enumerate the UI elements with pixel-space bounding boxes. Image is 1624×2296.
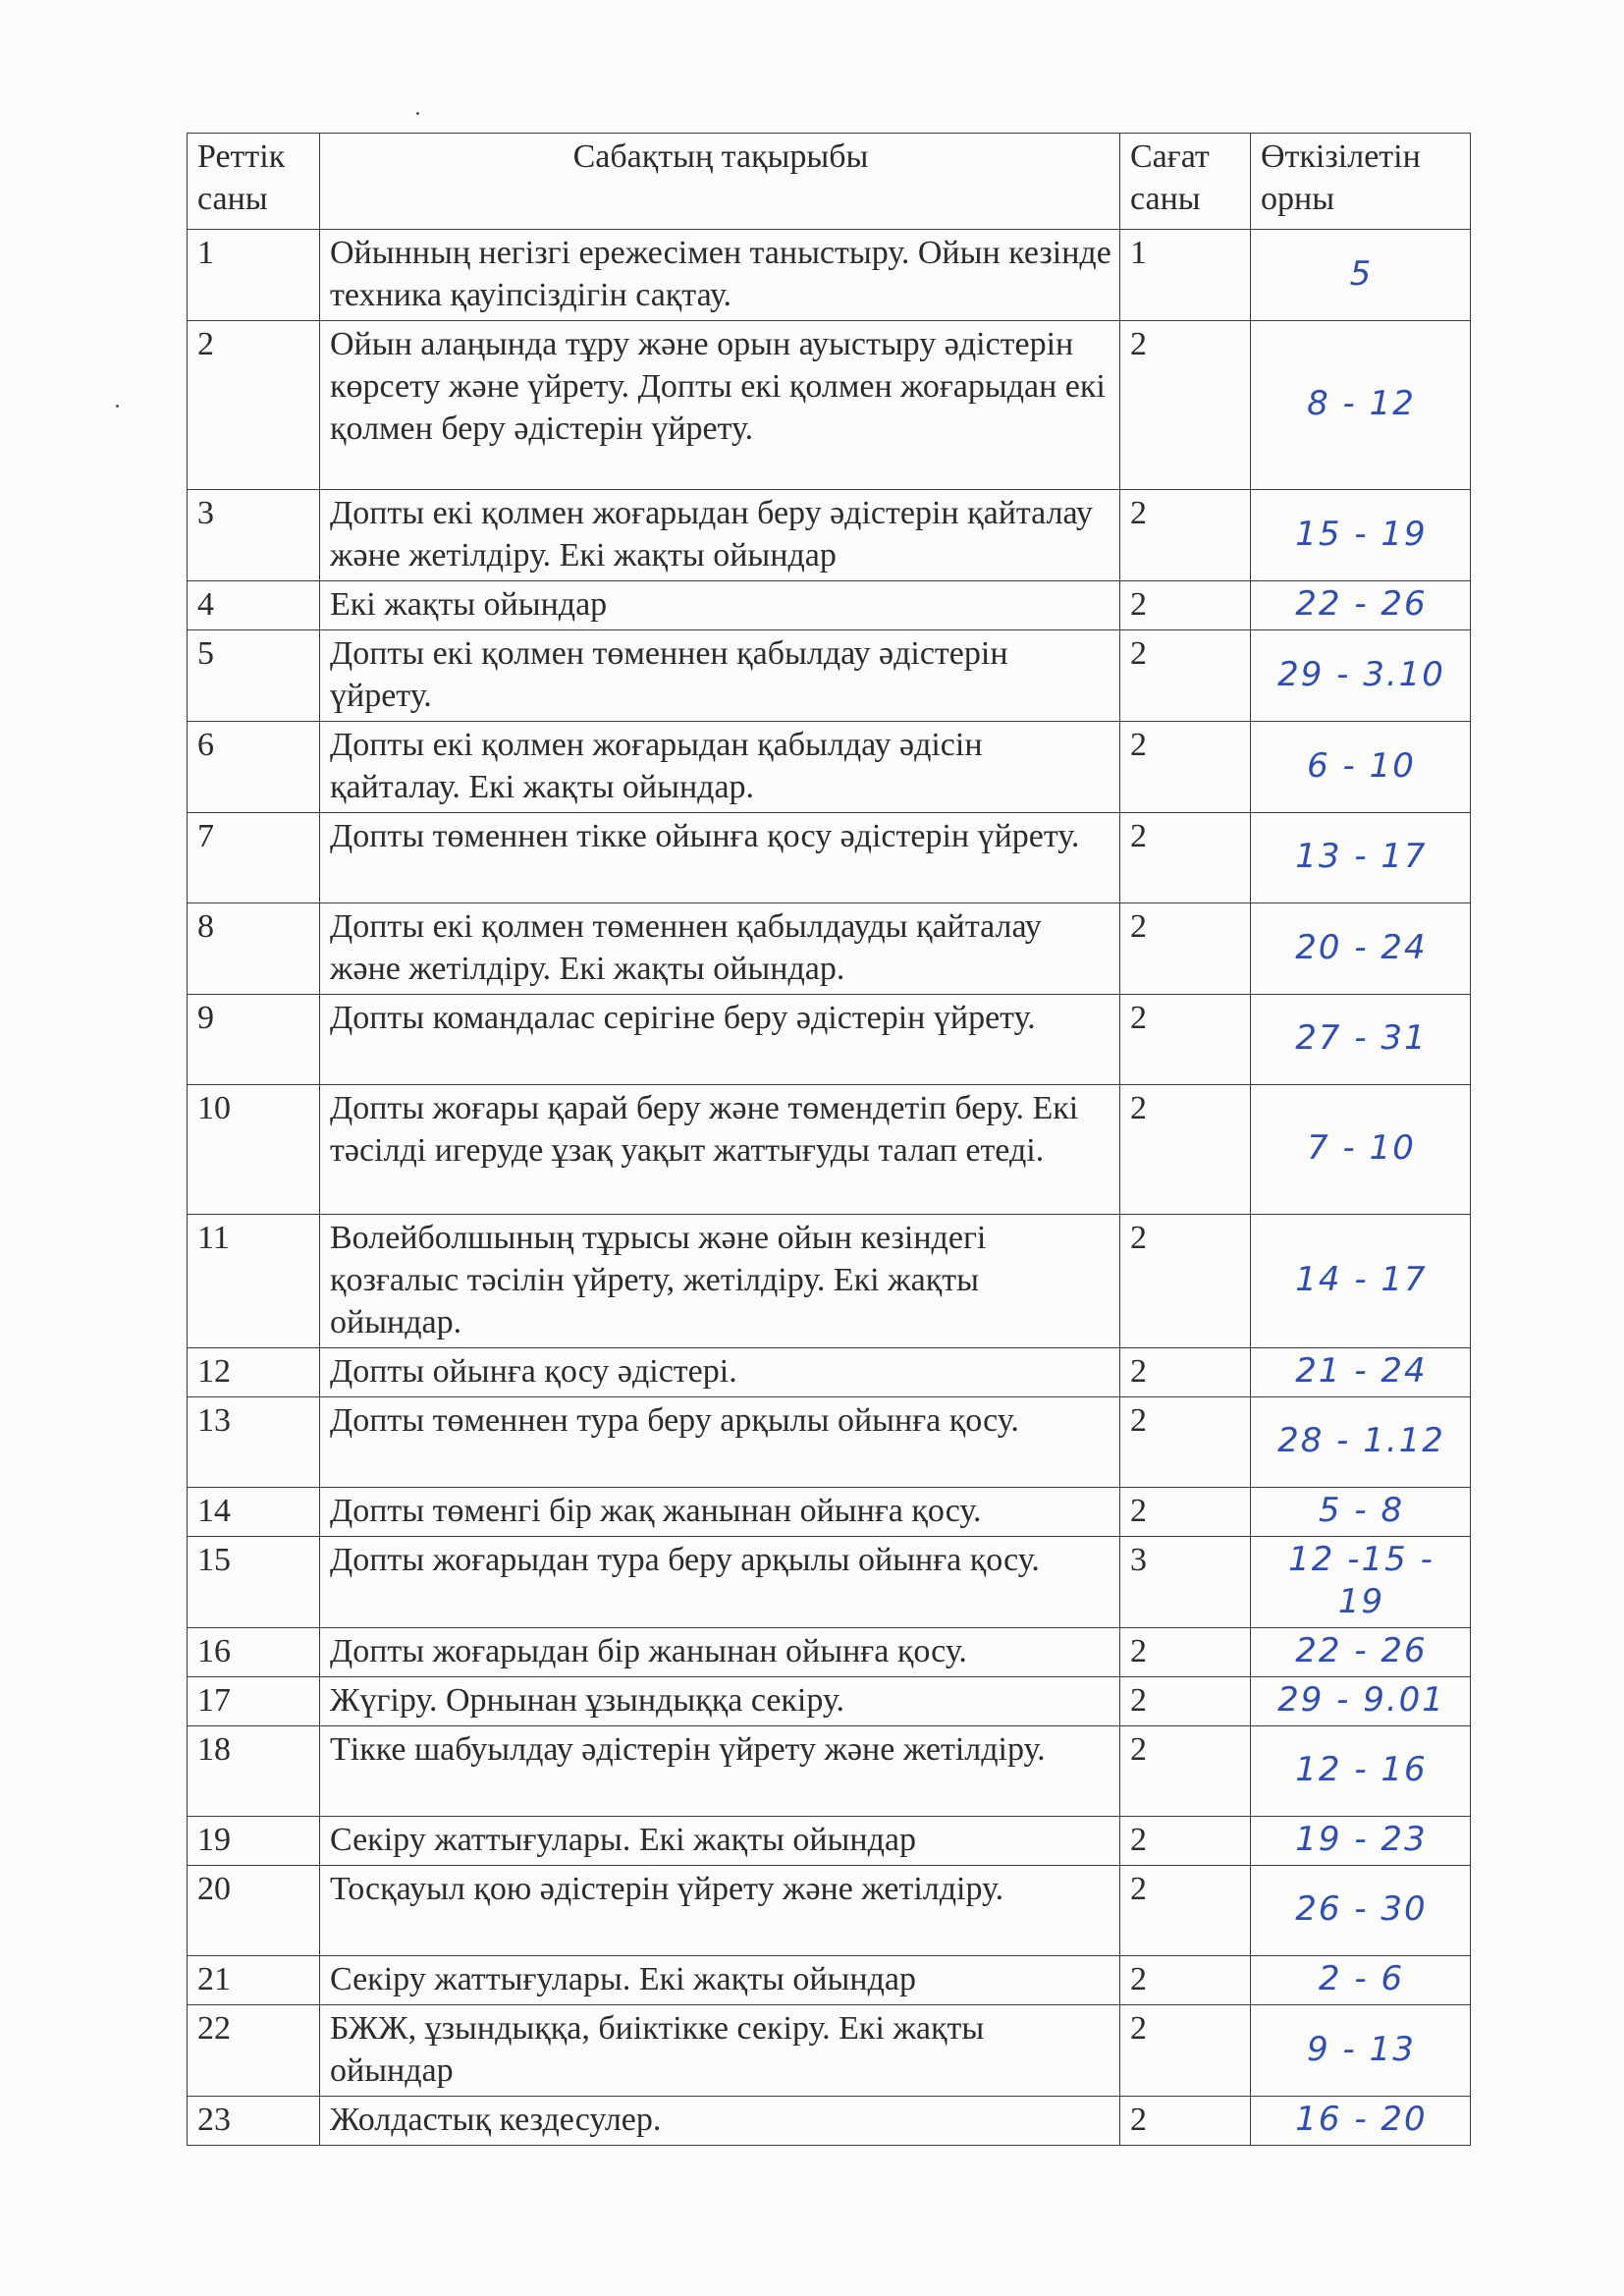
row-number: 3 [188, 490, 320, 581]
table-row [188, 1817, 1471, 1866]
row-number: 22 [188, 2005, 320, 2097]
row-number: 1 [188, 230, 320, 321]
table-row [188, 1348, 1471, 1397]
row-topic: Допты төменнен тура беру арқылы ойынға қосу. [320, 1397, 1120, 1488]
header-topic: Сабақтың тақырыбы [320, 134, 1120, 230]
row-hours: 2 [1120, 1726, 1251, 1817]
lesson-plan-table [187, 133, 1471, 2146]
row-topic: Волейболшының тұрысы және ойын кезіндегі қозғалыс тәсілін үйрету, жетілдіру. Екі жақты ойындар. [320, 1215, 1120, 1348]
row-topic: Допты жоғары қарай беру және төмендетіп беру. Екі тәсілді игеруде ұзақ уақыт жаттығуды талап етеді. [320, 1085, 1120, 1215]
row-number: 4 [188, 581, 320, 630]
row-hours: 2 [1120, 1348, 1251, 1397]
row-topic: Тосқауыл қою әдістерін үйрету және жетілдіру. [320, 1866, 1120, 1956]
row-number: 19 [188, 1817, 320, 1866]
row-place: 6 - 10 [1251, 722, 1471, 813]
row-number: 8 [188, 903, 320, 995]
row-topic: Допты төменнен тікке ойынға қосу әдістерін үйрету. [320, 813, 1120, 903]
table-row [188, 1488, 1471, 1537]
row-hours: 2 [1120, 490, 1251, 581]
row-place: 26 - 30 [1251, 1866, 1471, 1956]
row-hours: 2 [1120, 903, 1251, 995]
table-row [188, 722, 1471, 813]
row-topic: Допты екі қолмен төменнен қабылдау әдістерін үйрету. [320, 630, 1120, 722]
row-hours: 2 [1120, 722, 1251, 813]
row-topic: Жүгіру. Орнынан ұзындыққа секіру. [320, 1677, 1120, 1726]
table-row [188, 1397, 1471, 1488]
row-topic: Ойынның негізгі ережесімен таныстыру. Ойын кезінде техника қауіпсіздігін сақтау. [320, 230, 1120, 321]
row-number: 10 [188, 1085, 320, 1215]
table-row [188, 2005, 1471, 2097]
row-topic: Допты екі қолмен жоғарыдан қабылдау әдісін қайталау. Екі жақты ойындар. [320, 722, 1120, 813]
table-row [188, 1215, 1471, 1348]
row-topic: БЖЖ, ұзындыққа, биіктікке секіру. Екі жақты ойындар [320, 2005, 1120, 2097]
header-hours: Сағат саны [1120, 134, 1251, 230]
row-number: 17 [188, 1677, 320, 1726]
row-hours: 1 [1120, 230, 1251, 321]
row-number: 6 [188, 722, 320, 813]
row-number: 7 [188, 813, 320, 903]
table-row [188, 903, 1471, 995]
row-topic: Допты ойынға қосу әдістері. [320, 1348, 1120, 1397]
row-place: 14 - 17 [1251, 1215, 1471, 1348]
table-row [188, 630, 1471, 722]
row-number: 23 [188, 2097, 320, 2146]
row-number: 2 [188, 321, 320, 490]
row-topic: Допты жоғарыдан бір жанынан ойынға қосу. [320, 1628, 1120, 1677]
table-row [188, 1866, 1471, 1956]
row-place: 15 - 19 [1251, 490, 1471, 581]
row-topic: Екі жақты ойындар [320, 581, 1120, 630]
row-place: 22 - 26 [1251, 1628, 1471, 1677]
row-place: 2 - 6 [1251, 1956, 1471, 2005]
table-row [188, 813, 1471, 903]
table-row [188, 1628, 1471, 1677]
row-topic: Секіру жаттығулары. Екі жақты ойындар [320, 1817, 1120, 1866]
row-topic: Допты екі қолмен жоғарыдан беру әдістерін қайталау және жетілдіру. Екі жақты ойындар [320, 490, 1120, 581]
row-place: 27 - 31 [1251, 995, 1471, 1085]
row-number: 18 [188, 1726, 320, 1817]
row-place: 12 -15 - 19 [1251, 1537, 1471, 1628]
row-topic: Тікке шабуылдау әдістерін үйрету және жетілдіру. [320, 1726, 1120, 1817]
row-place: 8 - 12 [1251, 321, 1471, 490]
row-topic: Допты жоғарыдан тура беру арқылы ойынға қосу. [320, 1537, 1120, 1628]
row-hours: 2 [1120, 1956, 1251, 2005]
row-number: 11 [188, 1215, 320, 1348]
row-hours: 2 [1120, 995, 1251, 1085]
row-hours: 2 [1120, 1677, 1251, 1726]
row-hours: 2 [1120, 1397, 1251, 1488]
row-number: 9 [188, 995, 320, 1085]
row-place: 29 - 3.10 [1251, 630, 1471, 722]
row-hours: 2 [1120, 1215, 1251, 1348]
row-place: 13 - 17 [1251, 813, 1471, 903]
row-topic: Допты командалас серігіне беру әдістерін үйрету. [320, 995, 1120, 1085]
row-hours: 2 [1120, 321, 1251, 490]
row-place: 28 - 1.12 [1251, 1397, 1471, 1488]
header-number: Реттік саны [188, 134, 320, 230]
table-row [188, 1726, 1471, 1817]
table-row [188, 995, 1471, 1085]
table-row [188, 1085, 1471, 1215]
row-place: 19 - 23 [1251, 1817, 1471, 1866]
row-place: 22 - 26 [1251, 581, 1471, 630]
table-body [188, 230, 1471, 2146]
table-row [188, 1677, 1471, 1726]
table-row [188, 1956, 1471, 2005]
row-place: 7 - 10 [1251, 1085, 1471, 1215]
row-place: 12 - 16 [1251, 1726, 1471, 1817]
row-place: 20 - 24 [1251, 903, 1471, 995]
row-hours: 3 [1120, 1537, 1251, 1628]
row-number: 5 [188, 630, 320, 722]
table-row [188, 490, 1471, 581]
table-row [188, 1537, 1471, 1628]
row-topic: Допты екі қолмен төменнен қабылдауды қайталау және жетілдіру. Екі жақты ойындар. [320, 903, 1120, 995]
row-number: 20 [188, 1866, 320, 1956]
row-topic: Секіру жаттығулары. Екі жақты ойындар [320, 1956, 1120, 2005]
row-hours: 2 [1120, 1488, 1251, 1537]
row-hours: 2 [1120, 1866, 1251, 1956]
row-number: 13 [188, 1397, 320, 1488]
row-hours: 2 [1120, 2005, 1251, 2097]
row-number: 16 [188, 1628, 320, 1677]
row-place: 29 - 9.01 [1251, 1677, 1471, 1726]
row-hours: 2 [1120, 1628, 1251, 1677]
row-hours: 2 [1120, 581, 1251, 630]
row-hours: 2 [1120, 1817, 1251, 1866]
row-topic: Жолдастық кездесулер. [320, 2097, 1120, 2146]
row-hours: 2 [1120, 1085, 1251, 1215]
stray-mark-left [116, 405, 119, 408]
row-topic: Допты төменгі бір жақ жанынан ойынға қосу. [320, 1488, 1120, 1537]
row-place: 9 - 13 [1251, 2005, 1471, 2097]
row-place: 5 [1251, 230, 1471, 321]
header-row [188, 134, 1471, 230]
stray-mark-top [416, 112, 419, 115]
table-row [188, 321, 1471, 490]
row-number: 12 [188, 1348, 320, 1397]
row-hours: 2 [1120, 2097, 1251, 2146]
table-row [188, 230, 1471, 321]
row-hours: 2 [1120, 630, 1251, 722]
row-topic: Ойын алаңында тұру және орын ауыстыру әдістерін көрсету және үйрету. Допты екі қолмен жоғарыдан екі қолмен беру әдістерін үйрету. [320, 321, 1120, 490]
row-place: 16 - 20 [1251, 2097, 1471, 2146]
row-number: 15 [188, 1537, 320, 1628]
row-place: 21 - 24 [1251, 1348, 1471, 1397]
header-place: Өткізілетін орны [1251, 134, 1471, 230]
row-number: 21 [188, 1956, 320, 2005]
table-row [188, 581, 1471, 630]
table-row [188, 2097, 1471, 2146]
row-place: 5 - 8 [1251, 1488, 1471, 1537]
row-hours: 2 [1120, 813, 1251, 903]
row-number: 14 [188, 1488, 320, 1537]
